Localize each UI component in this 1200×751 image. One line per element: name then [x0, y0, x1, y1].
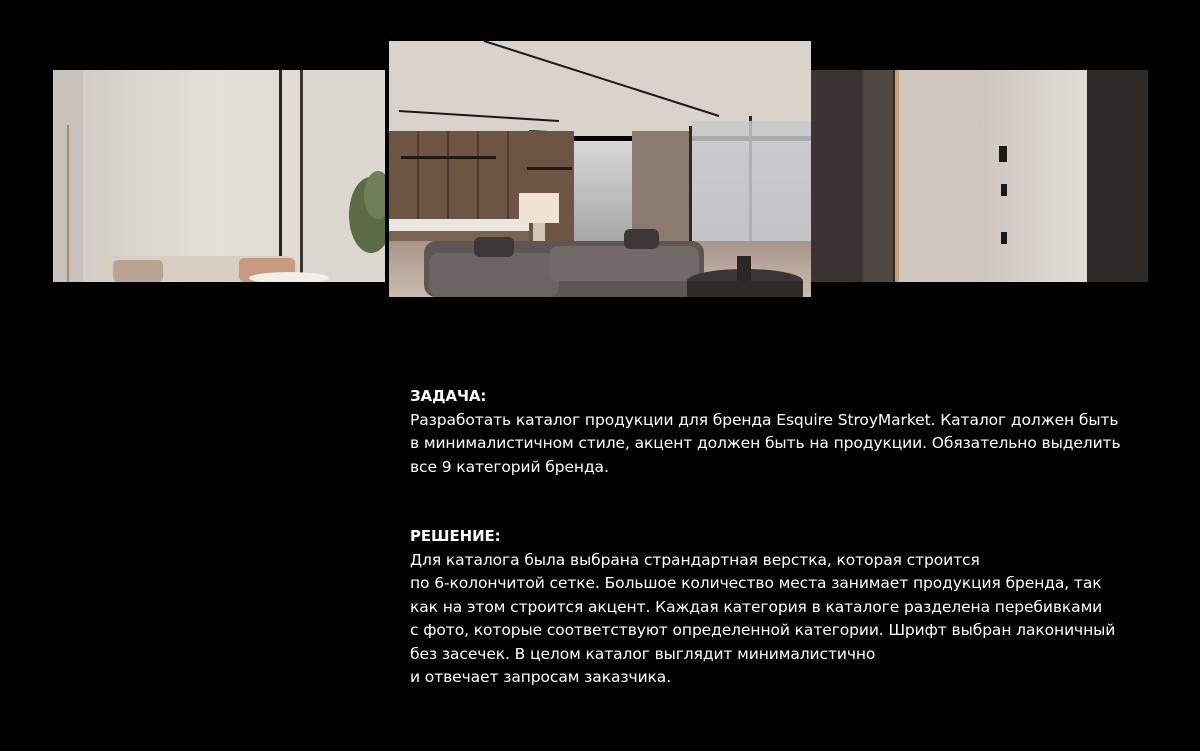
task-text-line: Разработать каталог продукции для бренда Esquire StroyMarket. Каталог должен быть [410, 410, 1119, 429]
solution-section [410, 525, 1170, 690]
solution-text-line: без засечек. В целом каталог выглядит минималистично [410, 644, 876, 663]
interior-photo-right [811, 70, 1148, 282]
solution-text-line: Для каталога была выбрана страндартная верстка, которая строится [410, 550, 980, 569]
task-section [410, 385, 1170, 479]
solution-text-line: по 6-колончитой сетке. Большое количество места занимает продукция бренда, так [410, 574, 1102, 592]
solution-text-line: с фото, которые соответствуют определенной категории. Шрифт выбран лаконичный [410, 621, 1116, 639]
solution-text-line: как на этом строится акцент. Каждая категория в каталоге разделена перебивками [410, 597, 1103, 616]
solution-text-line: и отвечает запросам заказчика. [410, 668, 672, 686]
interior-photo-center [389, 41, 811, 297]
solution-heading: РЕШЕНИЕ: [410, 527, 501, 545]
task-text-line: в минималистичном стиле, акцент должен быть на продукции. Обязательно выделить [410, 434, 1121, 452]
interior-photo-left [53, 70, 385, 282]
task-heading: ЗАДАЧА: [410, 387, 487, 405]
task-text-line: все 9 категорий бренда. [410, 457, 609, 476]
